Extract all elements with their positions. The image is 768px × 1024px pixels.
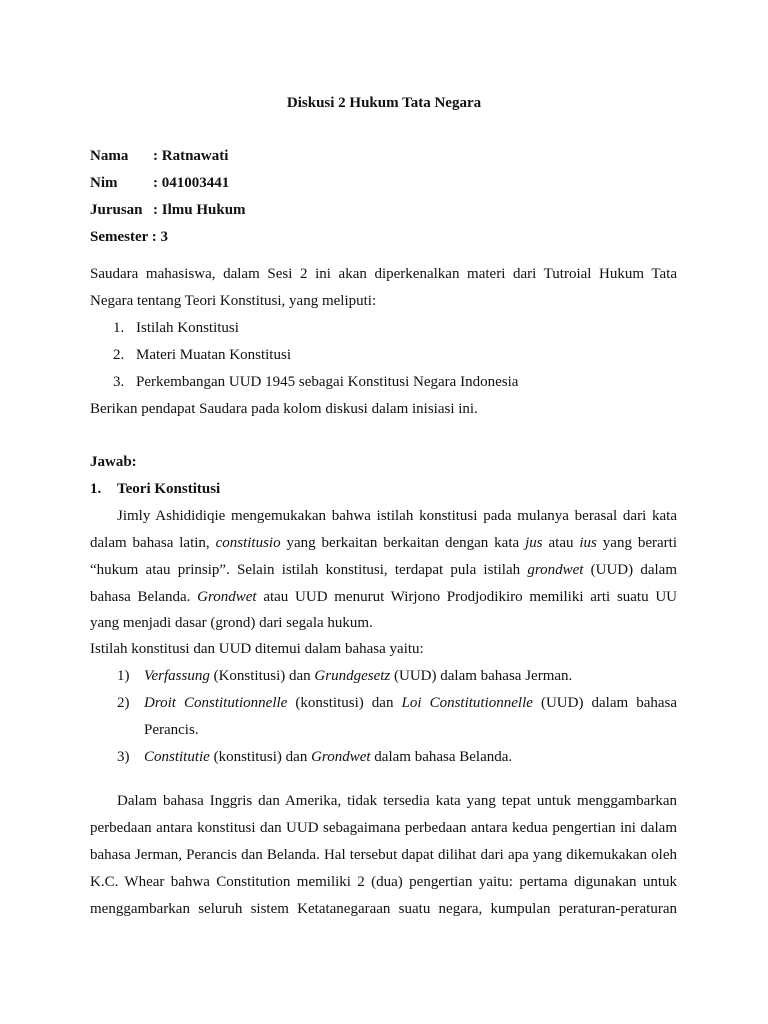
identity-value-jurusan: : Ilmu Hukum (153, 202, 246, 218)
intro-item-2-number: 2. (113, 347, 125, 363)
para3-line-3: bahasa Jerman, Perancis dan Belanda. Hal tersebut dapat dilihat dari apa yang dikemukakan oleh (90, 847, 677, 863)
para1-line-4: bahasa Belanda. Grondwet atau UUD menurut Wirjono Prodjodikiro memiliki arti suatu UU (90, 589, 677, 605)
para2-intro: Istilah konstitusi dan UUD ditemui dalam bahasa yaitu: (90, 641, 424, 657)
para1-line-3: “hukum atau prinsip”. Selain istilah konstitusi, terdapat pula istilah grondwet (UUD) dalam (90, 562, 677, 578)
identity-label-jurusan: Jurusan (90, 202, 143, 218)
document-title: Diskusi 2 Hukum Tata Negara (286, 95, 482, 111)
identity-semester (90, 228, 168, 246)
lang-item-3-text: Constitutie (konstitusi) dan Grondwet dalam bahasa Belanda. (144, 749, 513, 765)
para1-line-5: yang menjadi dasar (grond) dari segala hukum. (90, 615, 373, 631)
identity-label-nim: Nim (90, 175, 118, 191)
intro-line-2: Negara tentang Teori Konstitusi, yang meliputi: (90, 293, 377, 309)
identity-label-nama: Nama (90, 148, 129, 164)
intro-item-1-text: Istilah Konstitusi (136, 320, 239, 336)
para3-line-2: perbedaan antara konstitusi dan UUD sebagaimana perbedaan antara kedua pengertian ini dalam (90, 820, 677, 836)
answer-heading: Jawab: (90, 454, 137, 470)
para3-line-4: K.C. Whear bahwa Constitution memiliki 2 (dua) pengertian yaitu: pertama digunakan untuk (90, 874, 677, 890)
lang-item-3-number: 3) (117, 749, 130, 765)
intro-item-2-text: Materi Muatan Konstitusi (136, 347, 291, 363)
lang-item-1-number: 1) (117, 668, 130, 684)
identity-value-semester: : 3 (151, 229, 169, 245)
lang-item-2-number: 2) (117, 695, 130, 711)
lang-item-2-text: Droit Constitutionnelle (konstitusi) dan Loi Constitutionnelle (UUD) dalam bahasa (144, 695, 678, 711)
para1-line-2: dalam bahasa latin, constitusio yang berkaitan berkaitan dengan kata jus atau ius yang berarti (90, 535, 677, 551)
section-1-number: 1. (90, 481, 102, 497)
identity-value-nama: : Ratnawati (153, 148, 229, 164)
intro-closing: Berikan pendapat Saudara pada kolom diskusi dalam inisiasi ini. (90, 401, 478, 417)
lang-item-2-text-cont: Perancis. (144, 722, 199, 738)
lang-item-1-text: Verfassung (Konstitusi) dan Grundgesetz (UUD) dalam bahasa Jerman. (144, 668, 573, 684)
intro-item-1-number: 1. (113, 320, 125, 336)
para3-line-5: menggambarkan seluruh sistem Ketatanegaraan suatu negara, kumpulan peraturan-peraturan (90, 901, 677, 917)
intro-line-1: Saudara mahasiswa, dalam Sesi 2 ini akan diperkenalkan materi dari Tutroial Hukum Tata (90, 266, 677, 282)
para3-line-1: Dalam bahasa Inggris dan Amerika, tidak tersedia kata yang tepat untuk menggambarkan (117, 793, 677, 809)
identity-value-nim: : 041003441 (153, 175, 230, 191)
identity-label-semester: Semester (90, 229, 149, 245)
para1-line-1: Jimly Ashididiqie mengemukakan bahwa istilah konstitusi pada mulanya berasal dari kata (117, 508, 677, 524)
intro-item-3-number: 3. (113, 374, 125, 390)
intro-item-3-text: Perkembangan UUD 1945 sebagai Konstitusi Negara Indonesia (136, 374, 519, 390)
section-1-title: Teori Konstitusi (117, 481, 221, 497)
